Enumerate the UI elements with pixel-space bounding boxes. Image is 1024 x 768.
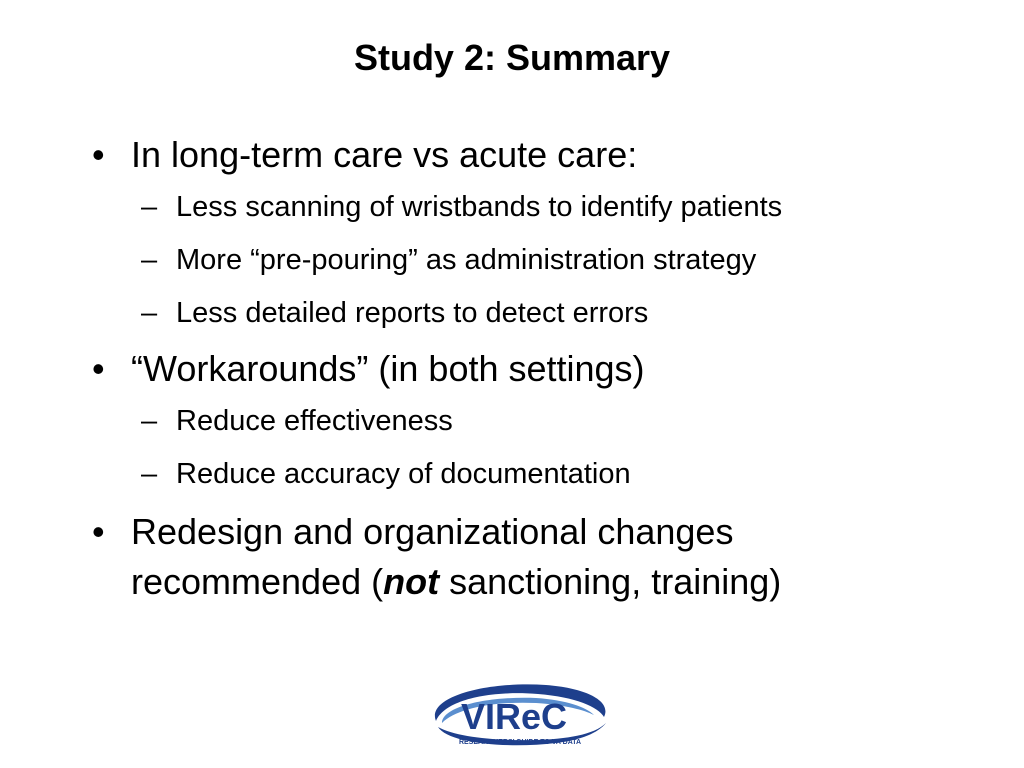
logo-wordmark: VIReC	[460, 696, 568, 737]
bullet-item	[0, 507, 1024, 607]
dash-icon: –	[141, 191, 158, 223]
bullet-text-line-1: Redesign and organizational changes	[131, 511, 734, 552]
sub-bullet-text: Less scanning of wristbands to identify patients	[176, 191, 783, 223]
bullet-text-line-2b: sanctioning, training)	[439, 561, 782, 602]
virec-logo	[416, 677, 612, 751]
bullet-icon: •	[92, 134, 105, 175]
bullet-text-line-2a: recommended (	[131, 561, 384, 602]
emphasis-text: not	[383, 561, 440, 602]
sub-bullet-text: Reduce accuracy of documentation	[176, 458, 631, 490]
sub-bullet-item	[0, 455, 1024, 493]
sub-bullet-item	[0, 402, 1024, 440]
bullet-group-3	[0, 507, 1024, 607]
dash-icon: –	[141, 458, 158, 490]
dash-icon: –	[141, 297, 158, 329]
bullet-text: In long-term care vs acute care:	[131, 134, 638, 175]
sub-bullet-text: Reduce effectiveness	[176, 405, 453, 437]
bullet-icon: •	[92, 511, 105, 552]
bullet-item	[0, 344, 1024, 394]
dash-icon: –	[141, 405, 158, 437]
sub-bullet-item	[0, 188, 1024, 226]
sub-bullet-text: More “pre-pouring” as administration strategy	[176, 244, 757, 276]
dash-icon: –	[141, 244, 158, 276]
bullet-group-2	[0, 344, 1024, 493]
slide-title: Study 2: Summary	[353, 37, 671, 78]
bullet-item	[0, 130, 1024, 180]
logo-tagline: RESEARCHERS’ GUIDE TO VA DATA	[458, 739, 582, 746]
slide-content	[0, 130, 1024, 615]
sub-bullet-item	[0, 241, 1024, 279]
bullet-group-1	[0, 130, 1024, 332]
bullet-icon: •	[92, 348, 105, 389]
bullet-text: “Workarounds” (in both settings)	[131, 348, 645, 389]
sub-bullet-item	[0, 294, 1024, 332]
sub-bullet-text: Less detailed reports to detect errors	[176, 297, 649, 329]
